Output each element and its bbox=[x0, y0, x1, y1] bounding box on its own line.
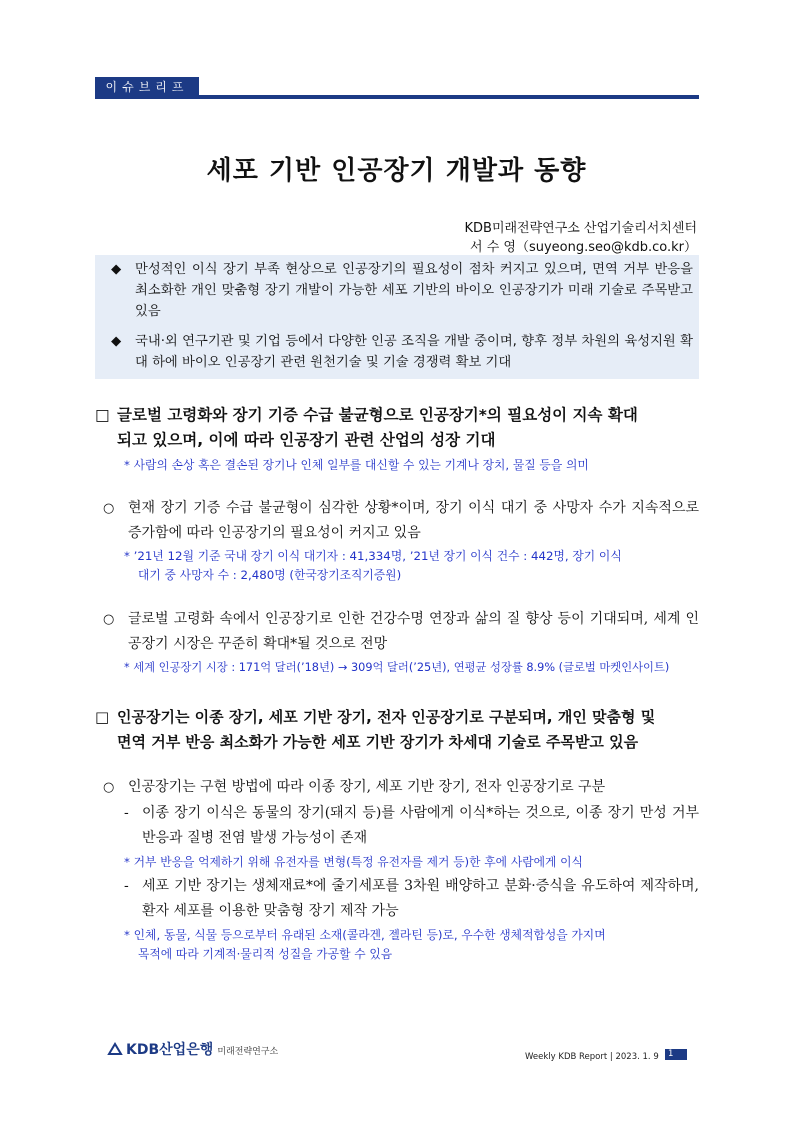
footnote: * 인체, 동물, 식물 등으로부터 유래된 소재(콜라겐, 젤라틴 등)로, 우수한 생체적합성을 가지며 bbox=[124, 928, 606, 942]
section-heading-line: 되고 있으며, 이에 따라 인공장기 관련 산업의 성장 기대 bbox=[117, 431, 496, 449]
dash-text: 이종 장기 이식은 동물의 장기(돼지 등)를 사람에게 이식*하는 것으로, 이종 장기 만성 거부 반응과 질병 전염 발생 가능성이 존재 bbox=[142, 805, 699, 846]
bullet-paragraph bbox=[103, 775, 699, 800]
page-title: 세포 기반 인공장기 개발과 동향 bbox=[206, 156, 587, 186]
section-heading bbox=[95, 705, 699, 755]
circle-bullet-icon: ○ bbox=[103, 780, 115, 795]
author-org: KDB미래전략연구소 산업기술리서치센터 bbox=[464, 221, 697, 236]
circle-bullet-icon: ○ bbox=[103, 612, 115, 627]
bullet-text: 현재 장기 기증 수급 불균형이 심각한 상황*이며, 장기 이식 대기 중 사망자 수가 지속적으로 증가함에 따라 인공장기의 필요성이 커지고 있음 bbox=[128, 500, 699, 541]
dash-text: 세포 기반 장기는 생체재료*에 줄기세포를 3차원 배양하고 분화·증식을 유도하여 제작하며, 환자 세포를 이용한 맞춤형 장기 제작 가능 bbox=[142, 878, 699, 919]
checkbox-square-icon: □ bbox=[95, 708, 110, 726]
summary-item bbox=[111, 331, 693, 373]
bullet-text: 글로벌 고령화 속에서 인공장기로 인한 건강수명 연장과 삶의 질 향상 등이 기대되며, 세계 인공장기 시장은 꾸준히 확대*될 것으로 전망 bbox=[128, 611, 699, 652]
section-heading bbox=[95, 403, 699, 453]
bullet-paragraph bbox=[103, 607, 699, 657]
checkbox-square-icon: □ bbox=[95, 406, 110, 424]
dash-paragraph bbox=[124, 801, 699, 851]
circle-bullet-icon: ○ bbox=[103, 501, 115, 516]
logo-brand: KDB산업은행 bbox=[126, 1042, 214, 1058]
dash-paragraph bbox=[124, 874, 699, 924]
footnote: * 거부 반응을 억제하기 위해 유전자를 변형(특정 유전자를 제거 등)한 후에 사람에게 이식 bbox=[124, 855, 583, 869]
logo-subtitle: 미래전략연구소 bbox=[217, 1047, 279, 1057]
header-rule bbox=[95, 95, 699, 99]
summary-item bbox=[111, 259, 693, 322]
bullet-text: 인공장기는 구현 방법에 따라 이종 장기, 세포 기반 장기, 전자 인공장기로 구분 bbox=[128, 779, 606, 795]
diamond-bullet-icon: ◆ bbox=[111, 262, 122, 277]
section-tag: 이슈브리프 bbox=[95, 77, 199, 97]
diamond-bullet-icon: ◆ bbox=[111, 334, 122, 349]
bullet-paragraph bbox=[103, 496, 699, 546]
footnote: 대기 중 사망자 수 : 2,480명 (한국장기조직기증원) bbox=[138, 568, 402, 582]
page-number: 1 bbox=[665, 1049, 687, 1060]
summary-text: 만성적인 이식 장기 부족 현상으로 인공장기의 필요성이 점차 커지고 있으며, 면역 거부 반응을 최소화한 개인 맞춤형 장기 개발이 가능한 세포 기반의 바이오 인공장기가 미래 기술로 주목받고 있음 bbox=[135, 262, 693, 319]
summary-text: 국내·외 연구기관 및 기업 등에서 다양한 인공 조직을 개발 중이며, 향후 정부 차원의 육성지원 확대 하에 바이오 인공장기 관련 원천기술 및 기술 경쟁력 확보 기대 bbox=[135, 334, 693, 370]
section-heading-line: 인공장기는 이종 장기, 세포 기반 장기, 전자 인공장기로 구분되며, 개인 맞춤형 및 bbox=[117, 708, 656, 726]
section-heading-line: 글로벌 고령화와 장기 기증 수급 불균형으로 인공장기*의 필요성이 지속 확대 bbox=[117, 406, 638, 424]
report-info: Weekly KDB Report | 2023. 1. 9 bbox=[525, 1052, 659, 1062]
dash-bullet-icon: - bbox=[124, 878, 129, 894]
footnote: * ’21년 12월 기준 국내 장기 이식 대기자 : 41,334명, ’21년 장기 이식 건수 : 442명, 장기 이식 bbox=[124, 549, 622, 563]
footnote: * 세계 인공장기 시장 : 171억 달러(’18년) → 309억 달러(’25년), 연평균 성장률 8.9% (글로벌 마켓인사이트) bbox=[124, 661, 670, 674]
kdb-logo bbox=[107, 1039, 278, 1059]
section-heading-line: 면역 거부 반응 최소화가 가능한 세포 기반 장기가 차세대 기술로 주목받고 있음 bbox=[117, 733, 639, 751]
author-name: 서 수 영（suyeong.seo@kdb.co.kr） bbox=[470, 240, 697, 255]
summary-box bbox=[95, 255, 699, 379]
dash-bullet-icon: - bbox=[124, 805, 129, 821]
kdb-logo-icon bbox=[107, 1042, 123, 1056]
footnote: * 사람의 손상 혹은 결손된 장기나 인체 일부를 대신할 수 있는 기계나 장치, 물질 등을 의미 bbox=[124, 458, 589, 472]
footnote: 목적에 따라 기계적·물리적 성질을 가공할 수 있음 bbox=[138, 947, 393, 961]
